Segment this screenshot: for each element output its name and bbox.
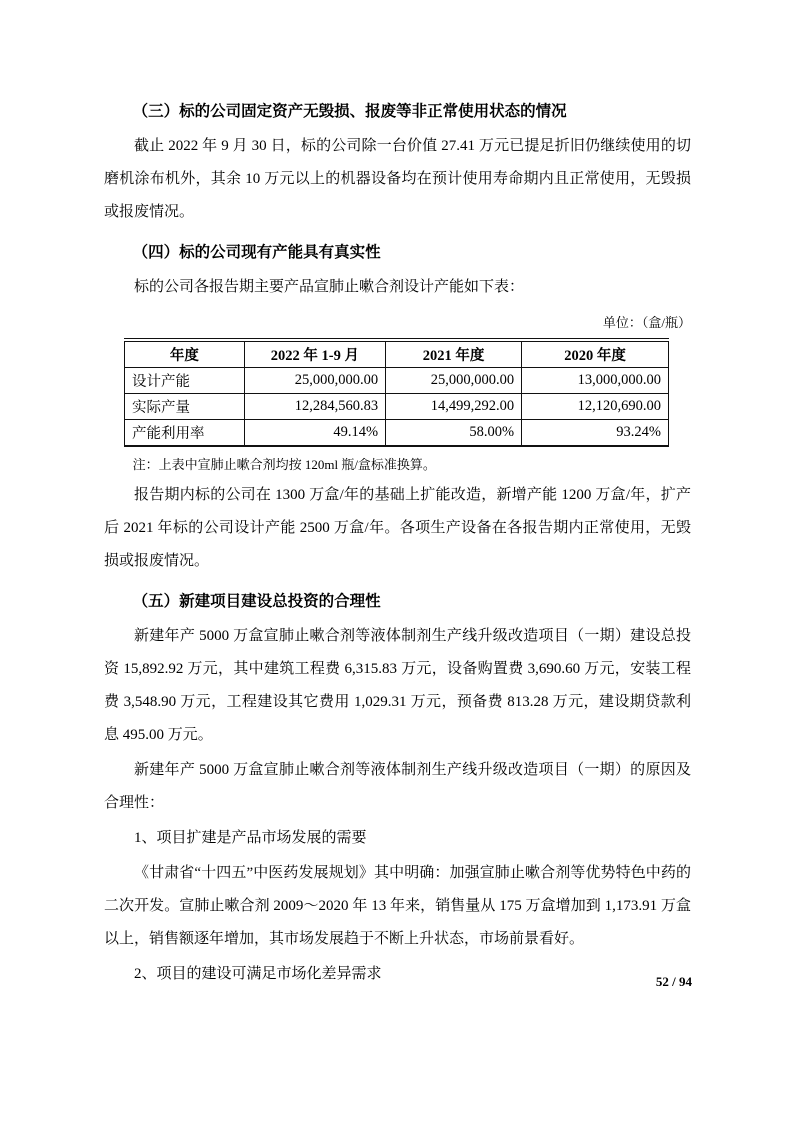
table-cell-value: 12,284,560.83: [244, 394, 385, 420]
table-cell-value: 25,000,000.00: [244, 368, 385, 394]
list-item-2: 2、项目的建设可满足市场化差异需求: [134, 966, 382, 982]
table-cell-value: 49.14%: [244, 420, 385, 447]
paragraph-s4-1: 报告期内标的公司在 1300 万盒/年的基础上扩能改造，新增产能 1200 万盒/年，扩产后 2021 年标的公司设计产能 2500 万盒/年。各项生产设备在各报告期内正常使用，无毁损或报废情况。: [104, 487, 691, 569]
section-heading-3: （三）标的公司固定资产无毁损、报废等非正常使用状态的情况: [132, 103, 567, 120]
paragraph-s5-3: 《甘肃省“十四五”中医药发展规划》其中明确：加强宣肺止嗽合剂等优势特色中药的二次开发。宣肺止嗽合剂 2009～2020 年 13 年来，销售量从 175 万盒增加到 1,173.91 万盒以上，销售额逐年增加，其市场发展趋于不断上升状态，市场前景看好。: [104, 865, 691, 947]
table-cell-value: 13,000,000.00: [522, 368, 669, 394]
table-cell-label: 实际产量: [125, 394, 245, 420]
table-header-year: 年度: [125, 340, 245, 368]
page-content: [104, 88, 691, 991]
table-cell-value: 25,000,000.00: [386, 368, 522, 394]
table-cell-label: 产能利用率: [125, 420, 245, 447]
list-item-1: 1、项目扩建是产品市场发展的需要: [134, 830, 367, 846]
table-cell-label: 设计产能: [125, 368, 245, 394]
table-cell-value: 12,120,690.00: [522, 394, 669, 420]
table-cell-value: 58.00%: [386, 420, 522, 447]
paragraph-s5-2: 新建年产 5000 万盒宣肺止嗽合剂等液体制剂生产线升级改造项目（一期）的原因及合理性：: [104, 762, 691, 811]
section-heading-4: （四）标的公司现有产能具有真实性: [132, 244, 381, 261]
table-header-2021: 2021 年度: [386, 340, 522, 368]
paragraph-s5-1: 新建年产 5000 万盒宣肺止嗽合剂等液体制剂生产线升级改造项目（一期）建设总投资 15,892.92 万元，其中建筑工程费 6,315.83 万元，设备购置费 3,690.60 万元，安装工程费 3,548.90 万元，工程建设其它费用 1,029.31 万元，预备费 813.28 万元，建设期贷款利息 495.00 万元。: [104, 628, 691, 743]
table-cell-value: 14,499,292.00: [386, 394, 522, 420]
page-number: 52 / 94: [655, 974, 692, 989]
paragraph-s3-1: 截止 2022 年 9 月 30 日，标的公司除一台价值 27.41 万元已提足折旧仍继续使用的切磨机涂布机外，其余 10 万元以上的机器设备均在预计使用寿命期内且正常使用，无毁损或报废情况。: [104, 138, 691, 220]
table-header-2020: 2020 年度: [522, 340, 669, 368]
section-heading-5: （五）新建项目建设总投资的合理性: [132, 593, 381, 610]
table-row-utilization-rate: [125, 420, 669, 447]
paragraph-s4-intro: 标的公司各报告期主要产品宣肺止嗽合剂设计产能如下表：: [134, 279, 525, 295]
table-row-design-capacity: [125, 368, 669, 394]
capacity-table: [124, 338, 669, 447]
table-note: 注：上表中宣肺止嗽合剂均按 120ml 瓶/盒标准换算。: [132, 457, 436, 472]
table-header-2022: 2022 年 1-9 月: [244, 340, 385, 368]
table-header-row: [125, 340, 669, 368]
table-cell-value: 93.24%: [522, 420, 669, 447]
table-unit-label: 单位：（盒/瓶）: [602, 315, 691, 330]
table-row-actual-output: [125, 394, 669, 420]
